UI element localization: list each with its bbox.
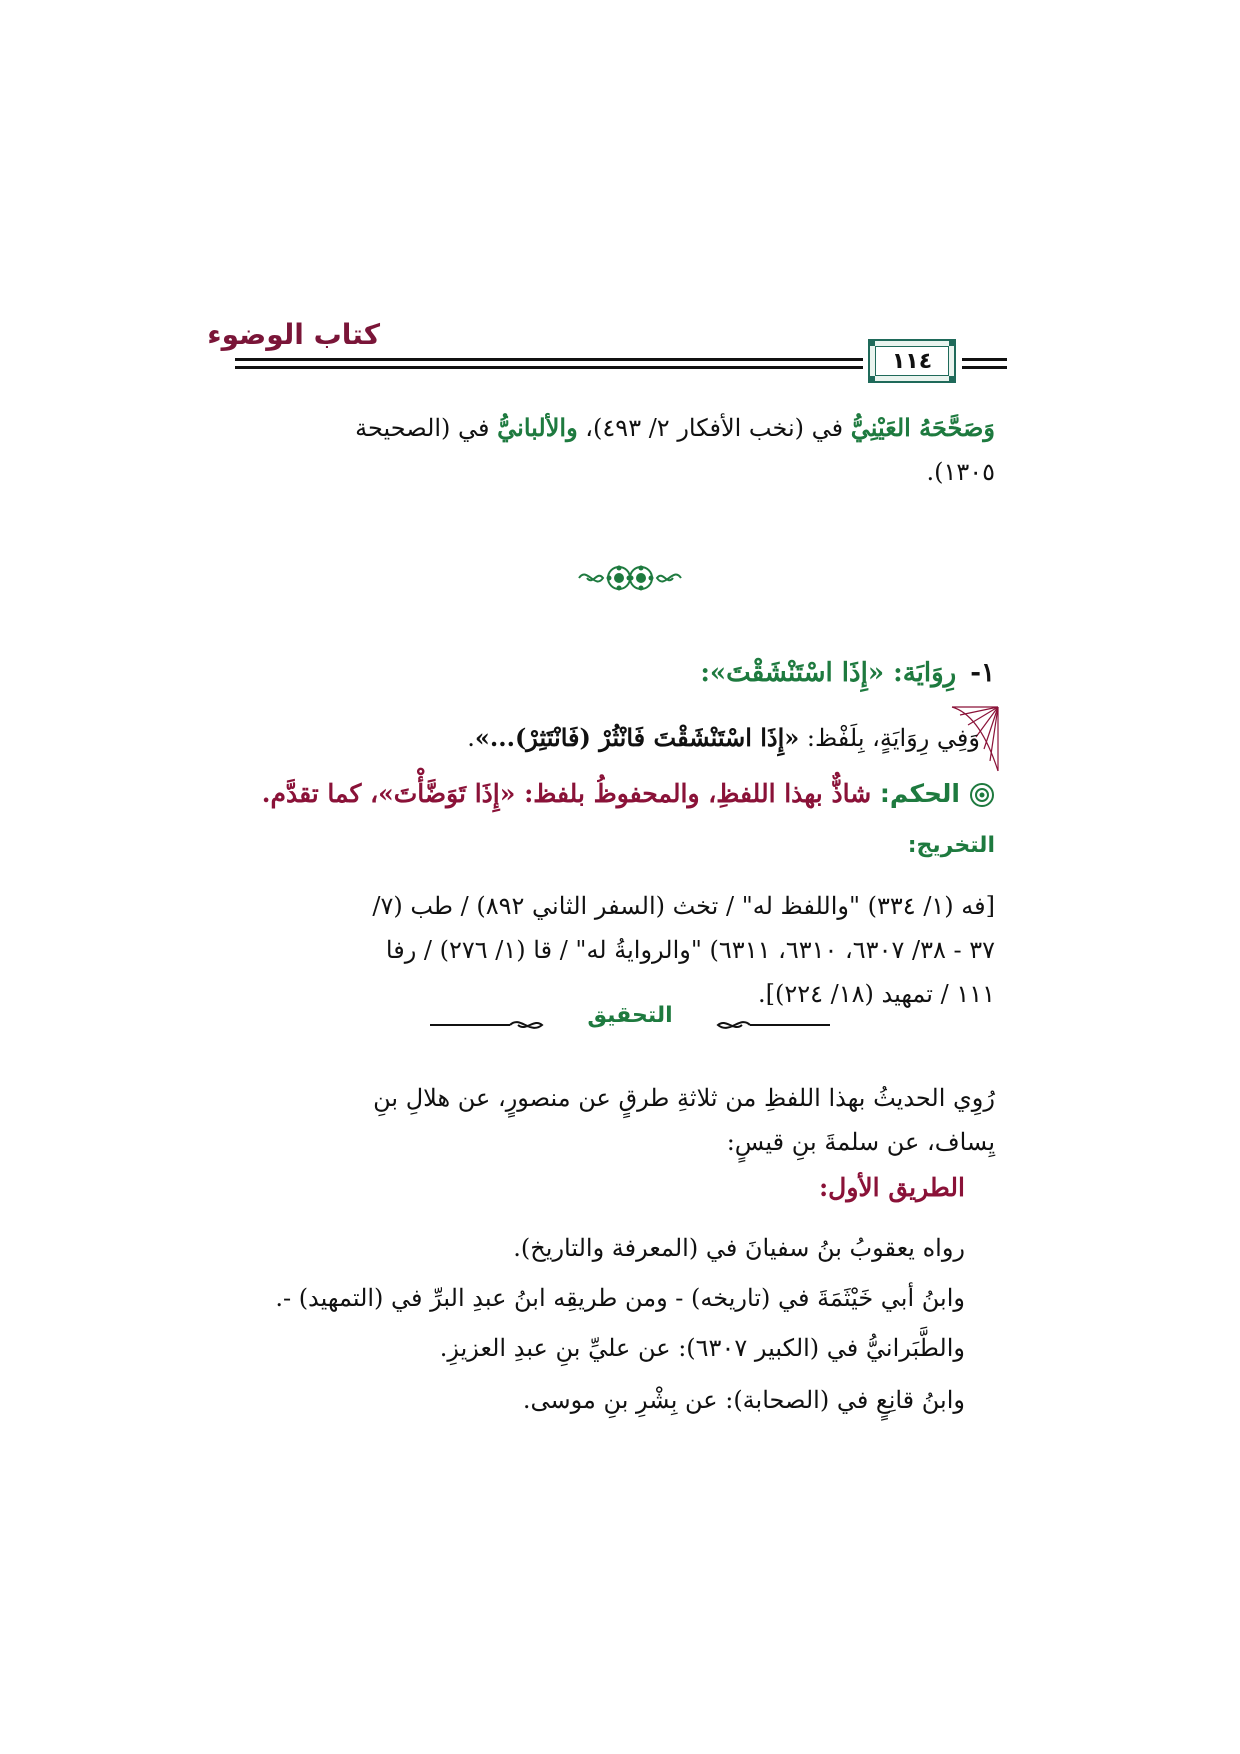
header-rule: [235, 358, 863, 361]
hadith-text: «إِذَا اسْتَنْشَقْتَ فَانْثُرْ (فَانْتَثِرْ)...»: [474, 723, 800, 752]
body-line: يِساف، عن سلمةَ بنِ قيسٍ:: [726, 1128, 995, 1156]
body-line: وابنُ قانِعٍ في (الصحابة): عن بِشْرِ بنِ موسى.: [522, 1386, 965, 1414]
running-header-title: كتاب الوضوء: [207, 318, 380, 351]
header-rule: [235, 366, 863, 369]
narration-line: [220, 718, 980, 758]
ruling-text: شاذٌّ بهذا اللفظِ، والمحفوظُ بلفظ: «إِذَا تَوَضَّأْتَ»، كما تقدَّم.: [261, 779, 880, 808]
ruling-line: [200, 774, 960, 814]
section-heading: [700, 658, 995, 688]
text-segment: في (نخب الأفكار ٢/ ٤٩٣)،: [577, 414, 851, 442]
text-segment: وَفِي رِوَايَةٍ، بِلَفْظ:: [799, 724, 980, 752]
body-line: رُوِي الحديثُ بهذا اللفظِ من ثلاثةِ طرقٍ عن منصورٍ، عن هلالِ بنِ: [373, 1084, 995, 1112]
takhrij-label: التخريج:: [907, 833, 995, 858]
takhrij-line: [فه (١/ ٣٣٤) "واللفظ له" / تخث (السفر الثاني ٨٩٢) / طب (٧/: [372, 892, 995, 920]
text-segment: .: [467, 724, 475, 752]
paragraph-line: ١٣٠٥).: [926, 458, 995, 486]
scholar-name: وَصَحَّحَهُ العَيْنِيُّ: [850, 413, 995, 442]
body-line: رواه يعقوبُ بنُ سفيانَ في (المعرفة والتاريخ).: [513, 1234, 965, 1262]
paragraph-line: [235, 408, 995, 448]
page-number-frame: [868, 339, 956, 383]
header-rule: [962, 366, 1007, 369]
section-title-tahqiq: التحقيق: [587, 1003, 673, 1028]
header-rule: [962, 358, 1007, 361]
body-line: وابنُ أبي خَيْثَمَةَ في (تاريخه) - ومن طريقِه ابنُ عبدِ البرِّ في (التمهيد) -.: [275, 1284, 965, 1312]
takhrij-line: ٣٧ - ٣٨/ ٦٣٠٧، ٦٣١٠، ٦٣١١) "والروايةُ له" / قا (١/ ٢٧٦) / رفا: [385, 936, 995, 964]
page-number: ١١٤: [875, 346, 949, 376]
scholar-name: والألبانيُّ: [497, 413, 578, 442]
body-line: والطَّبَرانيُّ في (الكبير ٦٣٠٧): عن عليِّ بنِ عبدِ العزيزِ.: [439, 1334, 965, 1362]
path-label: الطريق الأول:: [818, 1173, 965, 1202]
section-number: ١-: [970, 658, 995, 688]
text-segment: في (الصحيحة: [355, 414, 498, 442]
takhrij-line: ١١١ / تمهيد (١٨/ ٢٢٤)].: [758, 980, 995, 1008]
floral-ornament-icon: [575, 560, 685, 596]
ruling-label: الحكم:: [879, 779, 960, 808]
rosette-bullet-icon: [969, 782, 995, 808]
section-title: رِوَايَة: «إِذَا اسْتَنْشَقْتَ»:: [700, 658, 957, 688]
